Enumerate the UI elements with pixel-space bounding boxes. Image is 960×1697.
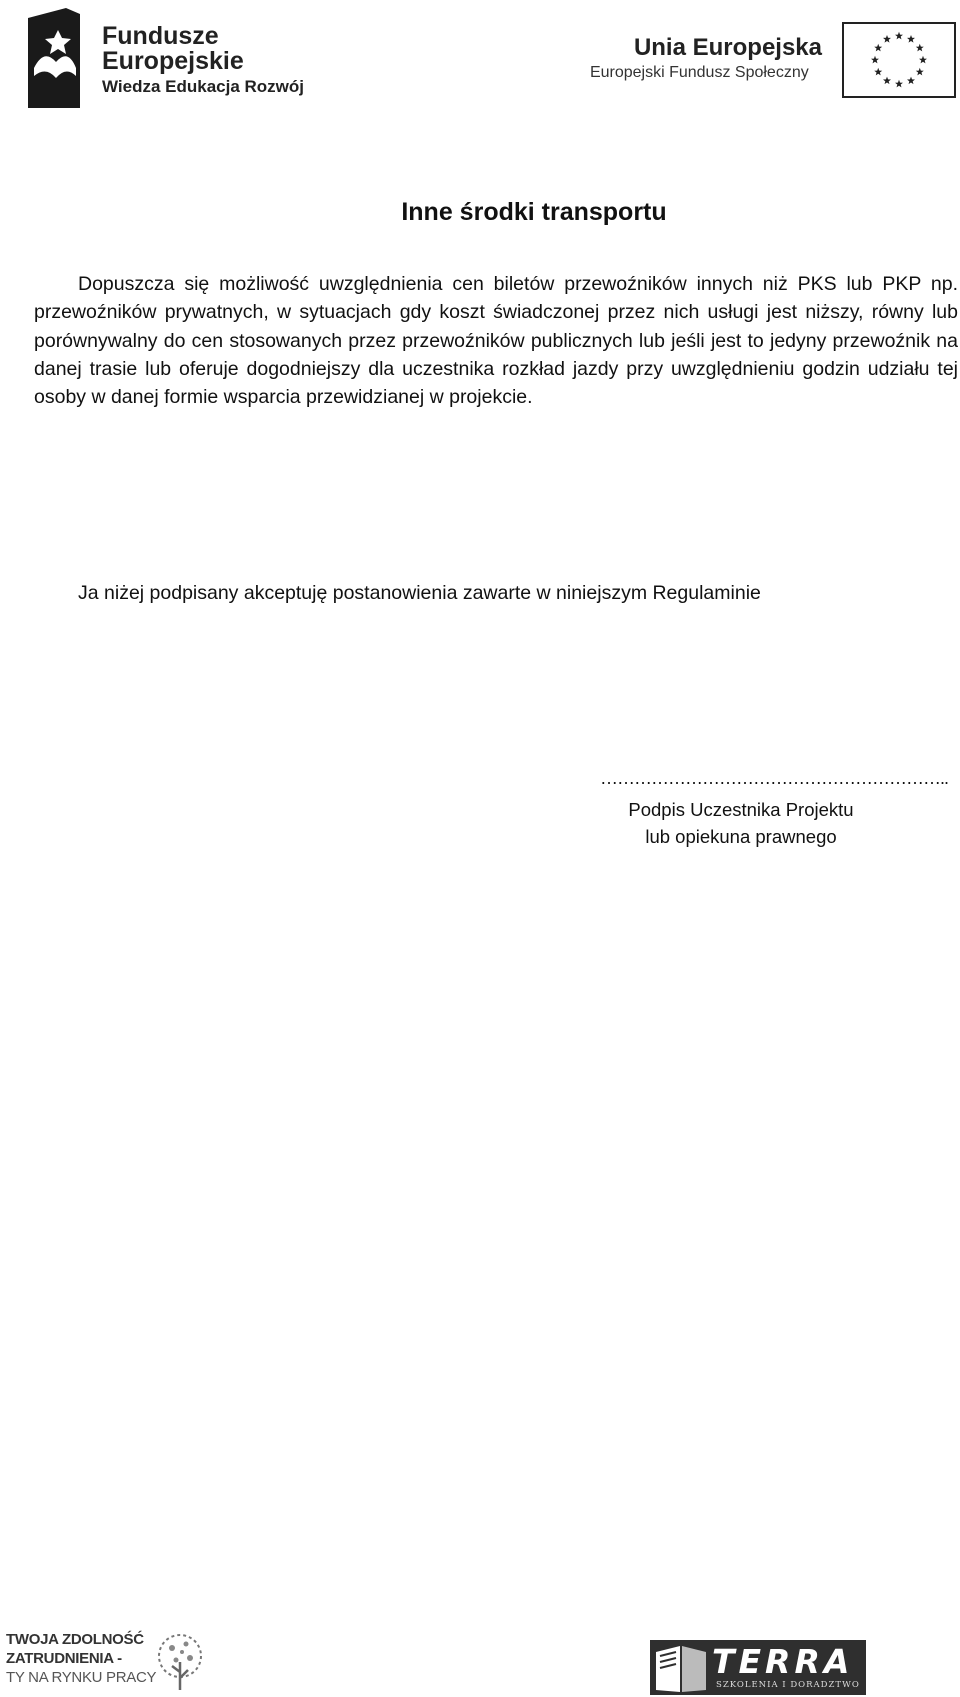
fundusze-europejskie-logo [28,8,328,108]
document-title: Inne środki transportu [401,198,667,226]
signature-label-line1: Podpis Uczestnika Projektu [628,799,854,820]
signature-label-line2: lub opiekuna prawnego [645,826,837,847]
tz-logo-line3: TY NA RYNKU PRACY [6,1669,157,1686]
terra-logo [650,1640,866,1695]
fundusze-europejskie-mark-icon [28,8,80,108]
document-paragraph: Dopuszcza się możliwość uwzględnienia cen biletów przewoźników innych niż PKS lub PKP np. przewoźników prywatnych, w sytuacjach gdy koszt świadczonej przez nich usługi jest niższy, równy lub porównywalny do cen stosowanych przez przewoźników publicznych lub jeśli jest to jedyny przewoźnik na danej trasie lub oferuje dogodniejszy dla uczestnika rozkład jazdy przy uwzględnieniu godzin udziału tej osoby w danej formie wsparcia przewidzianej w projekcie. [34,273,958,409]
tree-icon [152,1632,208,1692]
fe-logo-line1: Fundusze [102,22,219,50]
fe-logo-line2: Europejskie [102,47,244,75]
terra-logo-name: TERRA [712,1642,854,1681]
tz-logo-line1: TWOJA ZDOLNOŚĆ [6,1631,144,1648]
book-icon [654,1642,708,1694]
ue-logo-subtitle: Europejski Fundusz Społeczny [589,64,809,81]
twoja-zdolnosc-logo [6,1630,206,1695]
signature-label [596,796,886,850]
ue-logo-title: Unia Europejska [633,34,822,61]
terra-logo-subtitle: SZKOLENIA I DORADZTWO [716,1680,860,1690]
acceptance-statement: Ja niżej podpisany akceptuję postanowienia zawarte w niniejszym Regulaminie [78,582,761,604]
tz-logo-line2: ZATRUDNIENIA - [6,1650,122,1667]
signature-line: …………………………………………………….. [600,768,949,788]
fe-logo-line3: Wiedza Edukacja Rozwój [102,77,304,96]
unia-europejska-logo-text [590,34,822,84]
eu-flag-icon [842,22,956,98]
